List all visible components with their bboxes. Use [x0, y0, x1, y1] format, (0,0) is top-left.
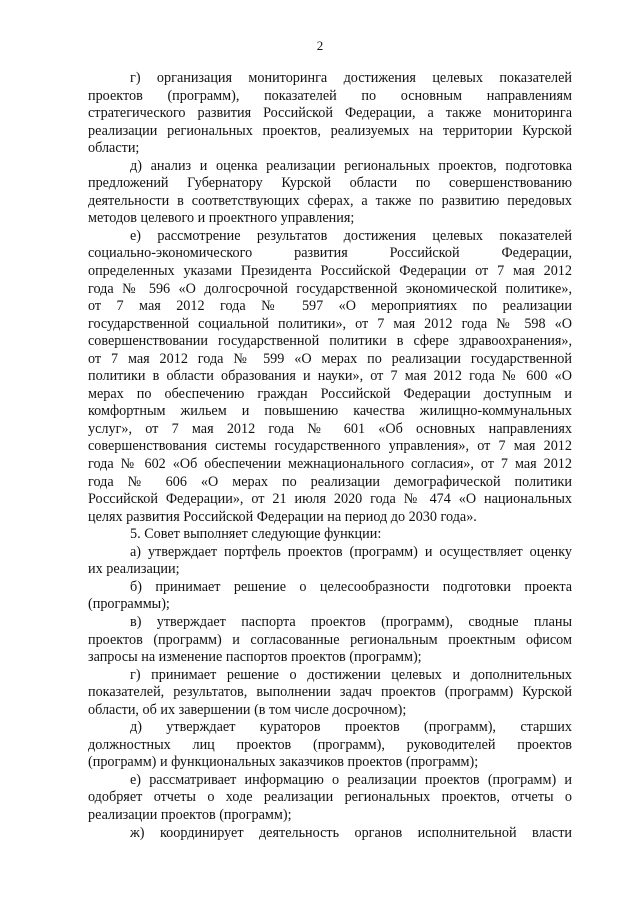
text-line: года № 602 «Об обеспечении межнационального согласия», от 7 мая 2012 — [88, 456, 572, 473]
paragraph — [88, 579, 572, 614]
text-line: социально-экономического развития Российской Федерации, — [88, 245, 572, 262]
paragraph — [88, 825, 572, 843]
paragraph — [88, 719, 572, 772]
paragraph — [88, 228, 572, 526]
text-line: области; — [88, 140, 140, 157]
text-line: комфортным жильем и повышению качества жилищно-коммунальных — [88, 403, 572, 420]
text-line: показателей, результатов, выполнении задач проектов (программ) Курской — [88, 684, 572, 701]
text-line: года № 606 «О мерах по реализации демографической политики — [88, 473, 572, 490]
text-line: политики в области образования и науки», от 7 мая 2012 года № 600 «О — [88, 368, 572, 385]
paragraph — [88, 667, 572, 720]
text-line: реализации региональных проектов, реализуемых на территории Курской — [88, 122, 572, 139]
text-line: целях развития Российской Федерации на период до 2030 года». — [88, 508, 477, 525]
text-line: запросы на изменение паспортов проектов (программ); — [88, 649, 422, 666]
text-line: методов целевого и проектного управления; — [88, 210, 355, 227]
text-line: (программы); — [88, 596, 170, 613]
paragraph — [88, 526, 572, 544]
text-line: деятельности в соответствующих сферах, а также по развитию передовых — [88, 192, 572, 209]
text-line: г) принимает решение о достижении целевых и дополнительных — [130, 666, 572, 683]
text-line: услуг», от 7 мая 2012 года № 601 «Об основных направлениях — [88, 420, 572, 437]
text-line: должностных лиц проектов (программ), руководителей проектов — [88, 736, 572, 753]
text-line: проектов (программ), показателей по основным направлениям — [88, 87, 572, 104]
text-line: одобряет отчеты о ходе реализации региональных проектов, отчеты о — [88, 789, 572, 806]
text-line: года № 596 «О долгосрочной государственной экономической политике», — [88, 280, 572, 297]
text-line: е) рассматривает информацию о реализации проектов (программ) и — [130, 771, 572, 788]
paragraph — [88, 158, 572, 228]
text-line: предложений Губернатору Курской области по совершенствованию — [88, 175, 572, 192]
text-line: от 7 мая 2012 года № 599 «О мерах по реализации государственной — [88, 350, 572, 367]
text-line: определенных указами Президента Российской Федерации от 7 мая 2012 — [88, 263, 572, 280]
page-number: 2 — [316, 38, 324, 53]
text-line: Российской Федерации», от 21 июля 2020 года № 474 «О национальных — [88, 491, 572, 508]
text-line: от 7 мая 2012 года № 597 «О мероприятиях по реализации — [88, 298, 572, 315]
paragraph — [88, 544, 572, 579]
text-line: мерах по обеспечению граждан Российской Федерации доступным и — [88, 385, 572, 402]
text-line: стратегического развития Российской Федерации, а также мониторинга — [88, 105, 572, 122]
text-line: проектов (программ) и согласованные региональным проектным офисом — [88, 631, 572, 648]
text-line: области, об их завершении (в том числе досрочном); — [88, 701, 407, 718]
text-line: д) анализ и оценка реализации региональных проектов, подготовка — [130, 157, 572, 174]
text-line: д) утверждает кураторов проектов (программ), старших — [130, 719, 572, 736]
text-line: в) утверждает паспорта проектов (программ), сводные планы — [130, 613, 572, 630]
text-line: 5. Совет выполняет следующие функции: — [130, 526, 382, 543]
text-line: б) принимает решение о целесообразности подготовки проекта — [130, 578, 572, 595]
text-line: ж) координирует деятельность органов исполнительной власти — [130, 824, 572, 841]
text-line: г) организация мониторинга достижения целевых показателей — [130, 70, 572, 86]
paragraph — [88, 614, 572, 667]
text-line: совершенствования системы государственного управления», от 7 мая 2012 — [88, 438, 572, 455]
text-line: реализации проектов (программ); — [88, 806, 292, 823]
text-line: (программ) и функциональных заказчиков проектов (программ); — [88, 754, 479, 771]
text-line: их реализации; — [88, 561, 180, 578]
text-line: государственной социальной политики», от 7 мая 2012 года № 598 «О — [88, 315, 572, 332]
paragraph — [88, 772, 572, 825]
text-line: совершенствовании государственной политики в сфере здравоохранения», — [88, 333, 572, 350]
text-line: а) утверждает портфель проектов (программ) и осуществляет оценку — [130, 543, 572, 560]
paragraph — [88, 70, 572, 158]
document-body — [88, 70, 572, 842]
text-line: е) рассмотрение результатов достижения целевых показателей — [130, 227, 572, 244]
